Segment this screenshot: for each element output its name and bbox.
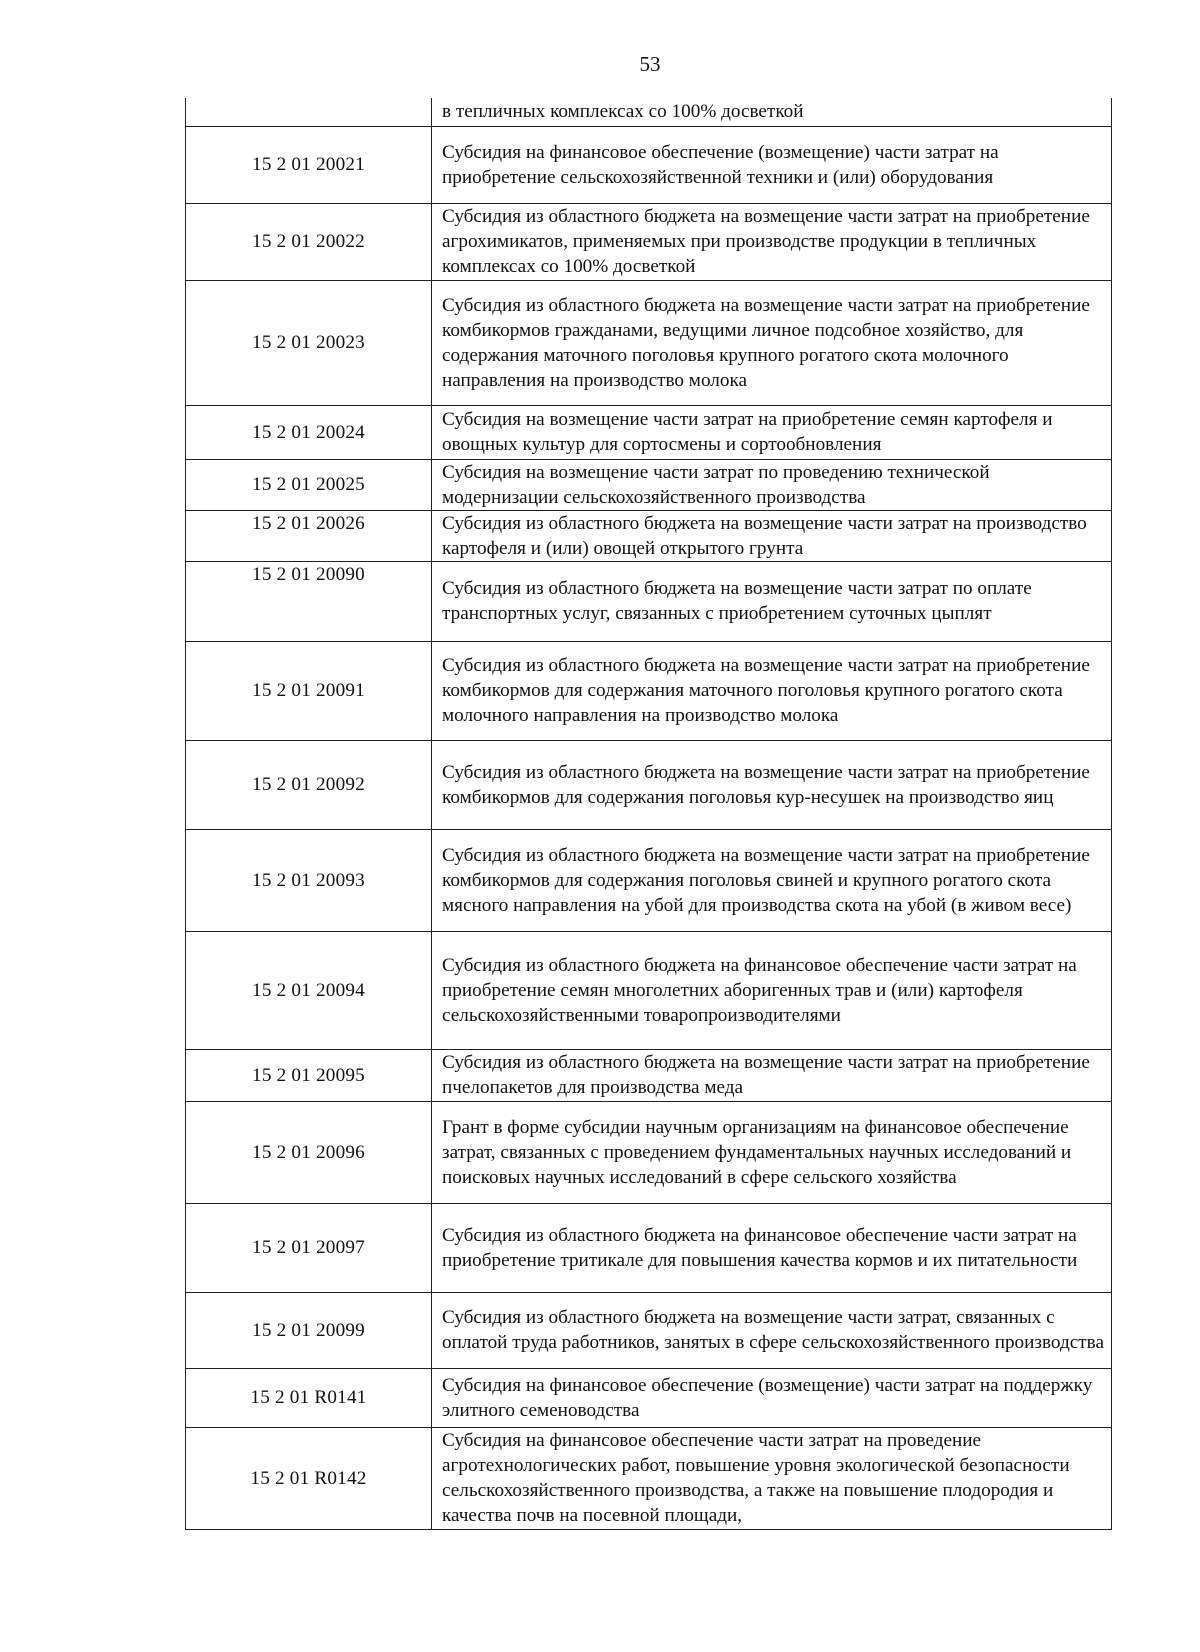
description-cell: Субсидия на возмещение части затрат по проведению технической модернизации сельскохозяйственного производства: [432, 459, 1112, 510]
table-row: [186, 203, 1112, 280]
table-row: [186, 829, 1112, 931]
description-cell: Субсидия из областного бюджета на возмещение части затрат на приобретение комбикормов для содержания маточного поголовья крупного рогатого скота молочного направления на производство молока: [432, 641, 1112, 740]
description-cell: Субсидия из областного бюджета на финансовое обеспечение части затрат на приобретение тритикале для повышения качества кормов и их питательности: [432, 1203, 1112, 1292]
budget-code-cell: 15 2 01 20025: [186, 459, 432, 510]
table-row: [186, 280, 1112, 405]
budget-code-cell: 15 2 01 20097: [186, 1203, 432, 1292]
budget-code-cell: 15 2 01 20024: [186, 405, 432, 459]
table-row: [186, 510, 1112, 561]
table-row: [186, 740, 1112, 829]
description-cell: Субсидия из областного бюджета на возмещение части затрат на приобретение комбикормов гражданами, ведущими личное подсобное хозяйство, для содержания маточного поголовья крупного рогатого скота молочного направления на производство молока: [432, 280, 1112, 405]
table-row: [186, 1101, 1112, 1203]
budget-code-cell: 15 2 01 20092: [186, 740, 432, 829]
budget-code-cell: 15 2 01 20022: [186, 203, 432, 280]
description-cell: в тепличных комплексах со 100% досветкой: [432, 98, 1112, 126]
description-cell: Субсидия из областного бюджета на возмещение части затрат, связанных с оплатой труда работников, занятых в сфере сельскохозяйственного производства: [432, 1292, 1112, 1368]
budget-code-cell: 15 2 01 20099: [186, 1292, 432, 1368]
table-row: [186, 931, 1112, 1049]
budget-code-cell: [186, 98, 432, 126]
description-cell: Субсидия из областного бюджета на возмещение части затрат на приобретение комбикормов для содержания поголовья свиней и крупного рогатого скота мясного направления на убой для производства скота на убой (в живом весе): [432, 829, 1112, 931]
description-cell: Субсидия из областного бюджета на возмещение части затрат на производство картофеля и (или) овощей открытого грунта: [432, 510, 1112, 561]
table-row: [186, 1292, 1112, 1368]
description-cell: Субсидия из областного бюджета на возмещение части затрат на приобретение комбикормов для содержания поголовья кур-несушек на производство яиц: [432, 740, 1112, 829]
description-cell: Субсидия из областного бюджета на возмещение части затрат на приобретение агрохимикатов, применяемых при производстве продукции в тепличных комплексах со 100% досветкой: [432, 203, 1112, 280]
table-row: [186, 641, 1112, 740]
budget-code-cell: 15 2 01 20091: [186, 641, 432, 740]
budget-code-cell: 15 2 01 R0142: [186, 1427, 432, 1529]
budget-classification-table: [185, 98, 1112, 1530]
description-cell: Субсидия на возмещение части затрат на приобретение семян картофеля и овощных культур для сортосмены и сортообновления: [432, 405, 1112, 459]
budget-code-cell: 15 2 01 20094: [186, 931, 432, 1049]
budget-code-cell: 15 2 01 20026: [186, 510, 432, 561]
table-row: [186, 98, 1112, 126]
table-row: [186, 561, 1112, 641]
budget-code-cell: 15 2 01 20021: [186, 126, 432, 203]
table-row: [186, 1049, 1112, 1101]
description-cell: Субсидия из областного бюджета на возмещение части затрат на приобретение пчелопакетов для производства меда: [432, 1049, 1112, 1101]
budget-code-cell: 15 2 01 20096: [186, 1101, 432, 1203]
table-row: [186, 1427, 1112, 1529]
description-cell: Субсидия из областного бюджета на финансовое обеспечение части затрат на приобретение семян многолетних аборигенных трав и (или) картофеля сельскохозяйственными товаропроизводителями: [432, 931, 1112, 1049]
budget-code-cell: 15 2 01 R0141: [186, 1368, 432, 1427]
description-cell: Субсидия на финансовое обеспечение части затрат на проведение агротехнологических работ, повышение уровня экологической безопасности сельскохозяйственного производства, а также на повышение плодородия и качества почв на посевной площади,: [432, 1427, 1112, 1529]
description-cell: Субсидия на финансовое обеспечение (возмещение) части затрат на приобретение сельскохозяйственной техники и (или) оборудования: [432, 126, 1112, 203]
description-cell: Грант в форме субсидии научным организациям на финансовое обеспечение затрат, связанных с проведением фундаментальных научных исследований и поисковых научных исследований в сфере сельского хозяйства: [432, 1101, 1112, 1203]
description-cell: Субсидия на финансовое обеспечение (возмещение) части затрат на поддержку элитного семеноводства: [432, 1368, 1112, 1427]
description-cell: Субсидия из областного бюджета на возмещение части затрат по оплате транспортных услуг, связанных с приобретением суточных цыплят: [432, 561, 1112, 641]
table-row: [186, 126, 1112, 203]
budget-code-cell: 15 2 01 20023: [186, 280, 432, 405]
table-body: [186, 98, 1112, 1529]
budget-code-cell: 15 2 01 20095: [186, 1049, 432, 1101]
budget-code-cell: 15 2 01 20093: [186, 829, 432, 931]
page-number: 53: [639, 52, 661, 76]
table-row: [186, 1368, 1112, 1427]
budget-code-cell: 15 2 01 20090: [186, 561, 432, 641]
table-row: [186, 1203, 1112, 1292]
table-row: [186, 459, 1112, 510]
table-row: [186, 405, 1112, 459]
